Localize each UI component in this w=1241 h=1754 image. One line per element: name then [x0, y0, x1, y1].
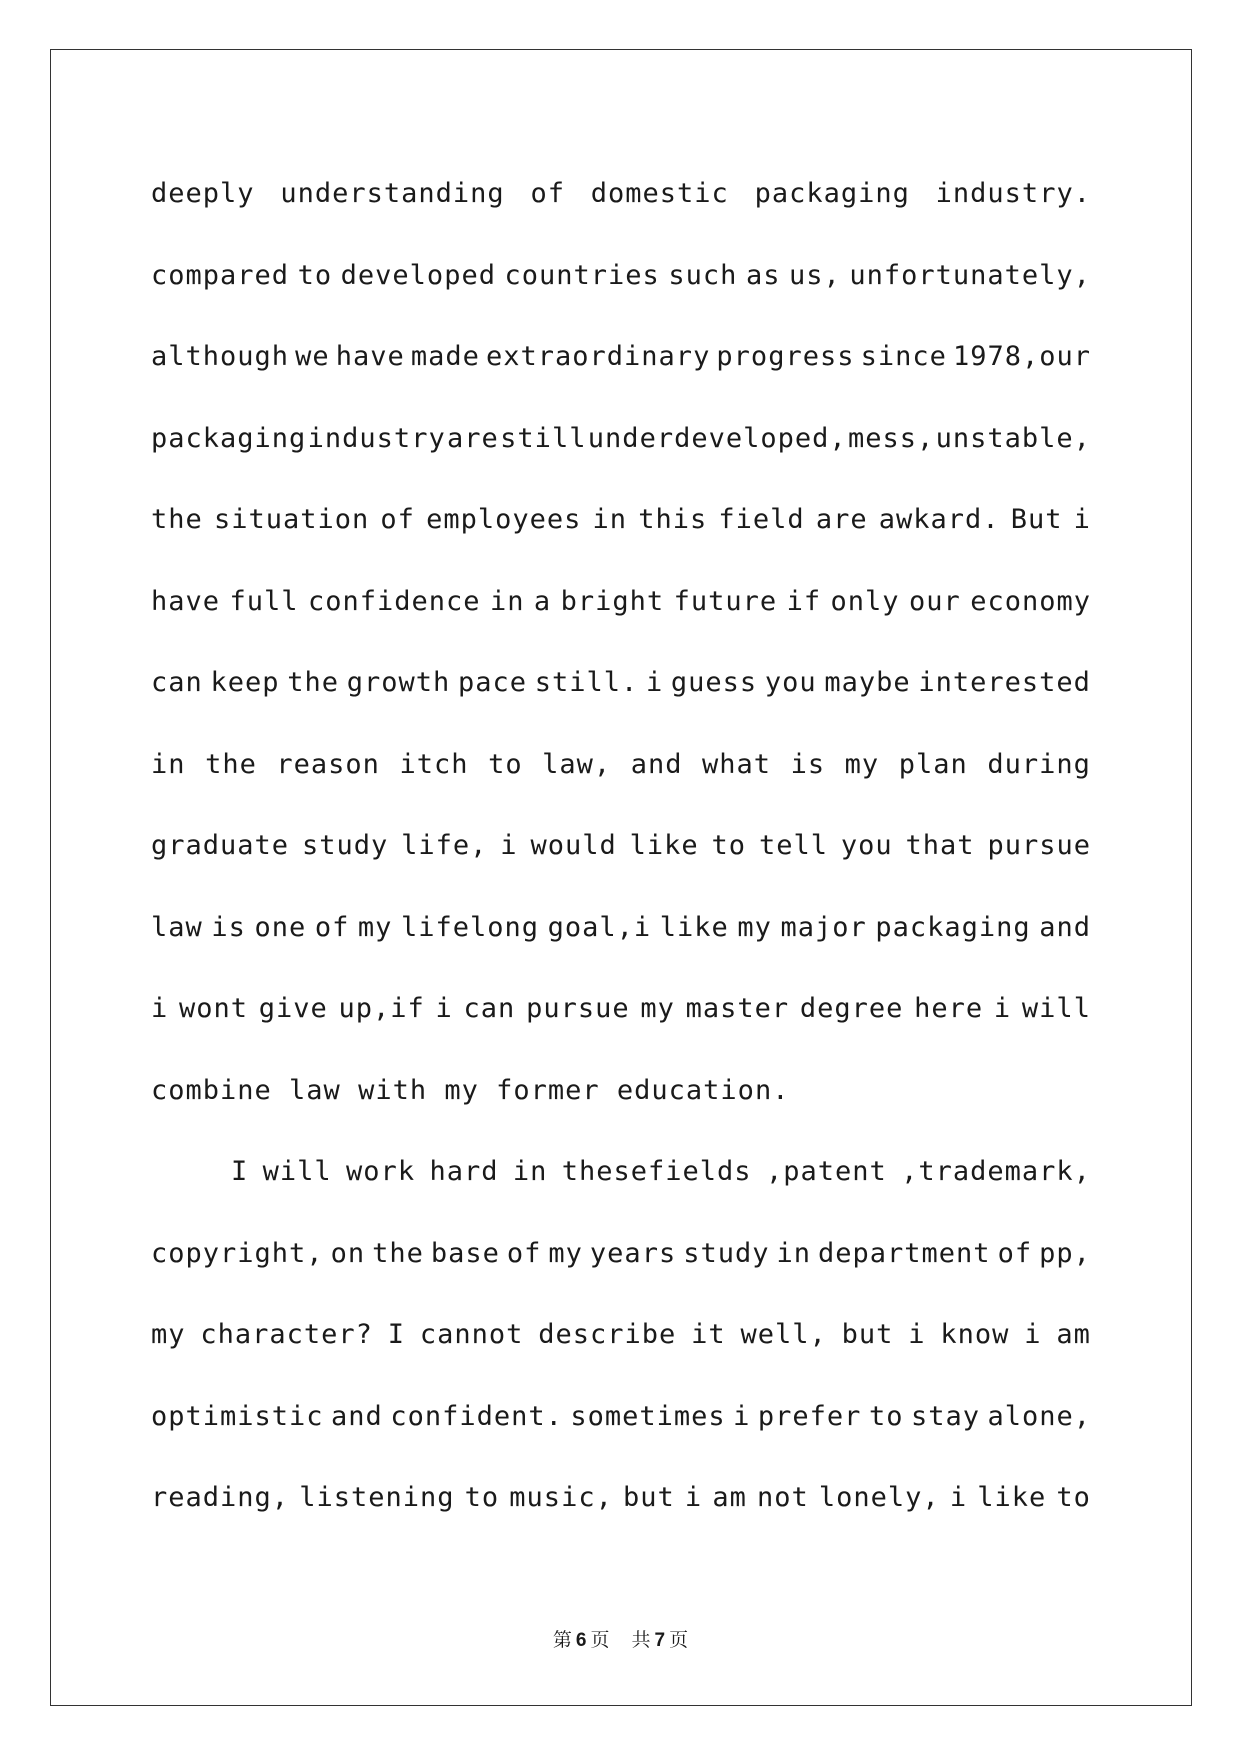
word: a: [533, 585, 552, 617]
word: bright: [560, 585, 665, 617]
word: ,patent: [765, 1156, 887, 1187]
word: to: [1056, 1482, 1091, 1513]
word: copyright,: [151, 1237, 324, 1269]
word: growth: [346, 667, 451, 698]
word: cannot: [419, 1319, 524, 1350]
word: and: [1039, 911, 1091, 943]
word: alone,: [987, 1400, 1091, 1432]
word: field: [718, 504, 805, 535]
word: packaging: [754, 178, 910, 209]
word: one: [254, 911, 307, 943]
document-body: [151, 153, 1091, 1539]
word: to: [711, 830, 747, 861]
word: tell: [758, 830, 828, 861]
word: made: [410, 341, 480, 372]
text-line: [151, 398, 1091, 480]
word: my: [151, 1319, 186, 1350]
word: am: [1056, 1319, 1091, 1350]
word: thesefields: [561, 1156, 752, 1187]
word: of: [506, 1237, 542, 1269]
text-line: [151, 1294, 1091, 1376]
text-line: [151, 1213, 1091, 1295]
text-line: combine law with my former education.: [151, 1074, 790, 1106]
word: But: [1010, 504, 1063, 535]
word: what: [702, 748, 772, 780]
word: law: [151, 911, 203, 943]
word: are: [815, 504, 868, 535]
word: awkard.: [878, 504, 1000, 535]
word: 1978,our: [952, 341, 1091, 372]
word: of: [530, 178, 565, 209]
word: pursue: [987, 830, 1091, 861]
word: department: [818, 1237, 991, 1269]
word: am: [712, 1482, 747, 1513]
word: lifelong: [401, 911, 540, 943]
word: progress: [716, 341, 855, 372]
text-line: [151, 316, 1091, 398]
word: life,: [401, 830, 488, 861]
word: still: [500, 422, 587, 454]
word: like: [977, 1482, 1047, 1513]
word: i: [993, 993, 1012, 1024]
word: will: [1021, 993, 1091, 1024]
word: such: [668, 259, 738, 291]
word: extraordinary: [486, 341, 711, 372]
word: in: [512, 1156, 548, 1187]
word: my: [357, 911, 393, 943]
word: are: [447, 422, 499, 454]
word: prefer: [757, 1400, 862, 1432]
word: domestic: [590, 178, 729, 209]
word: i: [684, 1482, 703, 1513]
word: my: [548, 1237, 583, 1269]
word: i: [435, 993, 453, 1024]
page-number: 6: [575, 1630, 587, 1651]
page-suffix: 页: [590, 1629, 610, 1651]
word: maybe: [824, 667, 911, 698]
word: deeply: [151, 178, 255, 209]
word: in: [151, 748, 186, 780]
word: understanding: [280, 178, 505, 209]
word: developed: [340, 259, 496, 291]
word: on: [330, 1237, 366, 1269]
word: if: [786, 585, 822, 617]
word: stay: [910, 1400, 980, 1432]
word: us,: [789, 259, 841, 291]
word: reason: [276, 748, 380, 780]
page-footer: [0, 1625, 1241, 1652]
word: our: [908, 585, 961, 617]
word: you: [840, 830, 893, 861]
word: still.: [534, 667, 639, 698]
text-line: [151, 805, 1091, 887]
word: the: [287, 667, 339, 698]
word: give: [258, 993, 328, 1024]
text-line: [151, 724, 1091, 806]
word: character?: [200, 1319, 373, 1350]
word: i: [908, 1319, 926, 1350]
word: only: [830, 585, 900, 617]
word: major: [780, 911, 867, 943]
word: like: [659, 911, 729, 943]
word: work: [346, 1156, 416, 1187]
word: my: [844, 748, 880, 780]
word: is: [790, 748, 826, 780]
word: keep: [210, 667, 280, 698]
word: sometimes: [570, 1400, 726, 1432]
word: you: [764, 667, 817, 698]
word: years: [589, 1237, 677, 1269]
word: unfortunately,: [849, 259, 1091, 291]
word: situation: [213, 504, 370, 535]
word: economy: [970, 585, 1091, 617]
word: as: [745, 259, 781, 291]
word: and: [630, 748, 683, 780]
word: plan: [898, 748, 968, 780]
word: future: [673, 585, 778, 617]
total-suffix: 页: [669, 1629, 689, 1651]
word: mess,: [847, 422, 935, 454]
word: i: [949, 1482, 968, 1513]
word: industry.: [935, 178, 1091, 209]
word: to: [297, 259, 333, 291]
word: can: [151, 667, 203, 698]
word: well,: [740, 1319, 827, 1350]
text-line: [151, 235, 1091, 317]
word: that: [905, 830, 975, 861]
text-line: [151, 968, 1091, 1050]
word: pursue: [526, 993, 630, 1024]
word: I: [387, 1319, 406, 1350]
word: would: [530, 830, 617, 861]
word: wont: [179, 993, 249, 1024]
word: to: [868, 1400, 904, 1432]
text-line: [151, 1376, 1091, 1458]
word: of: [380, 504, 415, 535]
word: study: [301, 830, 389, 861]
word: optimistic: [151, 1400, 324, 1432]
word: study: [683, 1237, 770, 1269]
word: in: [592, 504, 628, 535]
word: reading,: [151, 1482, 290, 1513]
word: goal,i: [547, 911, 652, 943]
text-line: [151, 887, 1091, 969]
word: the: [151, 504, 203, 535]
word: the: [372, 1237, 424, 1269]
word: will: [262, 1156, 332, 1187]
word: in: [776, 1237, 811, 1269]
word: industry: [307, 422, 446, 454]
word: have: [151, 585, 221, 617]
word: although: [151, 341, 290, 372]
word: know: [940, 1319, 1010, 1350]
word: listening: [299, 1482, 455, 1513]
word: I: [231, 1156, 249, 1187]
word: pp,: [1039, 1237, 1091, 1269]
word: not: [756, 1482, 809, 1513]
word: music,: [509, 1482, 613, 1513]
word: law,: [542, 748, 612, 780]
word: my: [737, 911, 772, 943]
word: of: [997, 1237, 1033, 1269]
total-pages: 7: [654, 1630, 666, 1651]
word: and: [331, 1400, 383, 1432]
word: degree: [799, 993, 904, 1024]
word: i: [733, 1400, 751, 1432]
word: interested: [918, 667, 1091, 698]
word: pace: [457, 667, 527, 698]
word: underdeveloped,: [587, 422, 847, 454]
word: since: [860, 341, 947, 372]
word: ,trademark,: [901, 1156, 1091, 1187]
word: confident.: [390, 1400, 563, 1432]
word: compared: [151, 259, 290, 291]
text-line: [151, 1457, 1091, 1539]
page-prefix: 第: [552, 1629, 572, 1651]
word: i: [645, 667, 664, 698]
word: up,if: [338, 993, 425, 1024]
word: but: [841, 1319, 894, 1350]
word: it: [691, 1319, 726, 1350]
word: is: [211, 911, 246, 943]
word: to: [464, 1482, 500, 1513]
word: lonely,: [818, 1482, 940, 1513]
word: of: [314, 911, 350, 943]
word: here: [914, 993, 984, 1024]
word: the: [205, 748, 257, 780]
word: in: [489, 585, 525, 617]
text-line: [151, 1131, 1091, 1213]
text-line: [151, 479, 1091, 561]
word: have: [335, 341, 405, 372]
word: full: [229, 585, 299, 617]
word: can: [463, 993, 516, 1024]
word: i: [1073, 504, 1091, 535]
total-prefix: 共: [631, 1629, 651, 1651]
word: employees: [426, 504, 582, 535]
word: packaging: [151, 422, 307, 454]
word: this: [638, 504, 708, 535]
word: unstable,: [935, 422, 1091, 454]
word: but: [622, 1482, 675, 1513]
word: my: [640, 993, 675, 1024]
word: during: [987, 748, 1091, 780]
word: i: [1024, 1319, 1042, 1350]
word: itch: [399, 748, 469, 780]
word: base: [430, 1237, 500, 1269]
word: we: [295, 341, 330, 372]
word: packaging: [875, 911, 1031, 943]
word: describe: [538, 1319, 677, 1350]
text-line: [151, 153, 1091, 235]
word: confidence: [307, 585, 481, 617]
word: graduate: [151, 830, 290, 861]
word: countries: [504, 259, 660, 291]
word: like: [629, 830, 699, 861]
text-line: [151, 642, 1091, 724]
word: i: [151, 993, 169, 1024]
word: to: [488, 748, 523, 780]
word: guess: [670, 667, 758, 698]
word: hard: [429, 1156, 499, 1187]
text-line: [151, 561, 1091, 643]
word: master: [685, 993, 790, 1024]
word: i: [500, 830, 518, 861]
